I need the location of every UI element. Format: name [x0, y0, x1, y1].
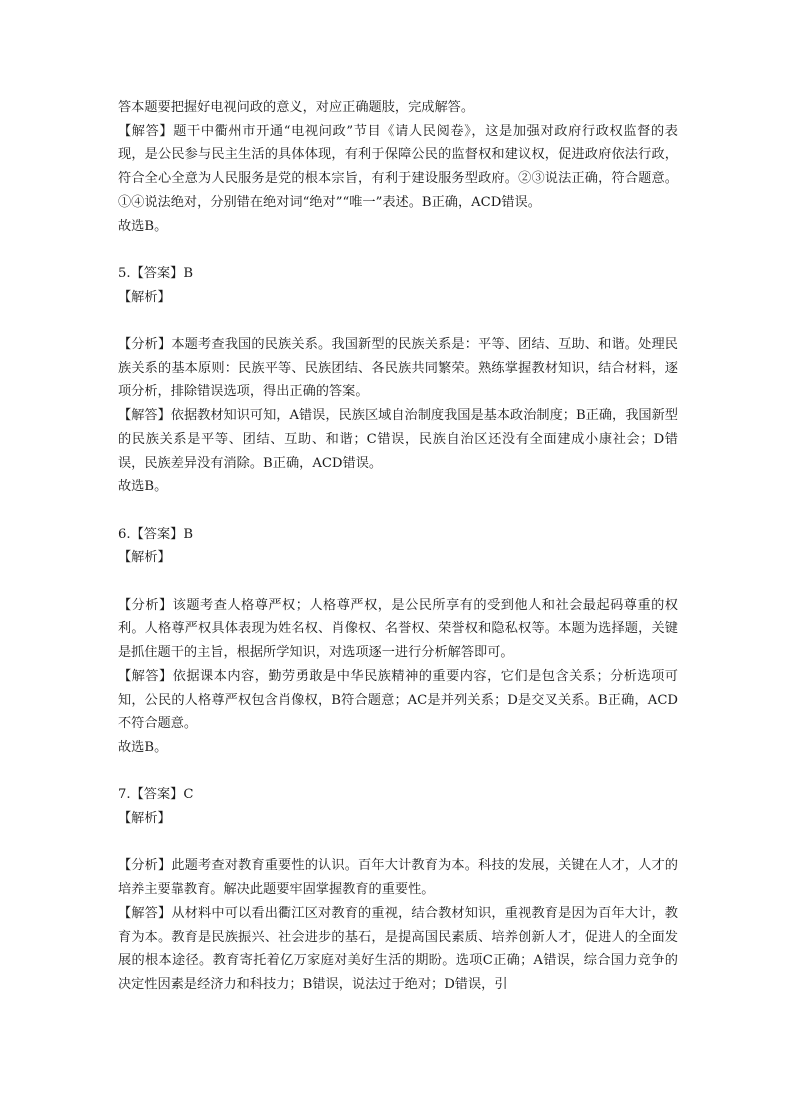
q7-fenxi: 【分析】此题考查对教育重要性的认识。百年大计教育为本。科技的发展，关键在人才，人才的培养主要靠教育。解决此题要牢固掌握教育的重要性。 — [118, 858, 678, 898]
spacer — [118, 831, 678, 855]
spacer — [118, 760, 678, 784]
spacer — [118, 238, 678, 262]
q5-fenxi: 【分析】本题考查我国的民族关系。我国新型的民族关系是：平等、团结、互助、和谐。处理民族关系的基本原则：民族平等、民族团结、各民族共同繁荣。熟练掌握教材知识，结合材料，逐项分析，排除错误选项，得出正确的答案。 — [118, 337, 678, 400]
q4-analysis-tail: 答本题要把握好电视问政的意义，对应正确题肢，完成解答。 — [118, 100, 475, 115]
spacer — [118, 499, 678, 523]
q4-solution: 【解答】题干中衢州市开通“电视问政”节目《请人民阅卷》，这是加强对政府行政权监督的表现，是公民参与民主生活的具体体现，有利于保障公民的监督权和建议权，促进政府依法行政，符合全心全意为人民服务是党的根本宗旨，有利于建设服务型政府。②③说法正确，符合题意。①④说法绝对，分别错在绝对词“绝对”“唯一”表述。B正确，ACD错误。 — [118, 123, 678, 210]
q7-solution: 【解答】从材料中可以看出衢江区对教育的重视，结合教材知识，重视教育是因为百年大计，教育为本。教育是民族振兴、社会进步的基石，是提高国民素质、培养创新人才，促进人的全面发展的根本途径。教育寄托着亿万家庭对美好生活的期盼。选项C正确；A错误，综合国力竞争的决定性因素是经济力和科技力；B错误，说法过于绝对；D错误，引 — [118, 905, 678, 992]
q7-analysis-label: 【解析】 — [118, 811, 171, 827]
q6-analysis-label: 【解析】 — [118, 550, 171, 566]
q6-conclusion: 故选B。 — [118, 739, 168, 755]
q4-conclusion: 故选B。 — [118, 218, 168, 234]
document-body — [118, 96, 678, 997]
q6-answer: 6.【答案】B — [118, 526, 194, 542]
q6-solution: 【解答】依据课本内容，勤劳勇敢是中华民族精神的重要内容，它们是包含关系；分析选项可知，公民的人格尊严权包含肖像权，B符合题意；AC是并列关系；D是交叉关系。B正确，ACD不符合题意。 — [118, 668, 678, 732]
spacer — [118, 309, 678, 333]
q5-solution: 【解答】依据教材知识可知，A错误，民族区域自治制度我国是基本政治制度；B正确，我国新型的民族关系是平等、团结、互助、和谐；C错误，民族自治区还没有全面建成小康社会；D错误，民族差异没有消除。B正确，ACD错误。 — [118, 408, 678, 471]
q5-answer: 5.【答案】B — [118, 265, 194, 281]
q5-conclusion: 故选B。 — [118, 479, 168, 495]
q5-analysis-label: 【解析】 — [118, 289, 171, 305]
spacer — [118, 570, 678, 594]
q7-answer: 7.【答案】C — [118, 787, 194, 803]
q6-fenxi: 【分析】该题考查人格尊严权；人格尊严权，是公民所享有的受到他人和社会最起码尊重的权利。人格尊严权具体表现为姓名权、肖像权、名誉权、荣誉权和隐私权等。本题为选择题，关键是抓住题干的主旨，根据所学知识，对选项逐一进行分析解答即可。 — [118, 597, 678, 661]
